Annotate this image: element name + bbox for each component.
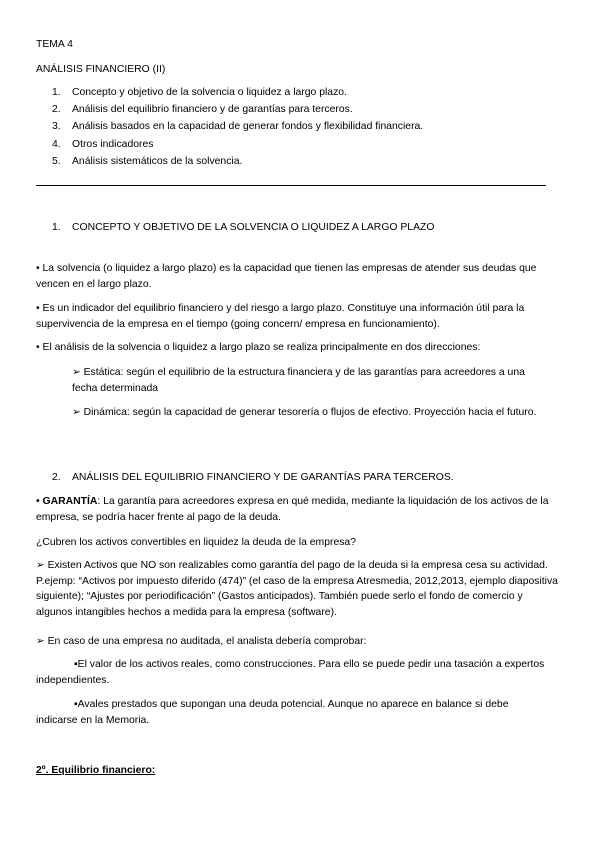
section2-heading: 2. ANÁLISIS DEL EQUILIBRIO FINANCIERO Y DE GARANTÍAS PARA TERCEROS.	[52, 472, 454, 483]
section1-sub-static: ➢ Estática: según el equilibrio de la estructura financiera y de las garantías para acreedores a una fecha determinada	[72, 367, 525, 394]
section1-bullet-1: • La solvencia (o liquidez a largo plazo) es la capacidad que tienen las empresas de atender sus deudas que vencen en el largo plazo.	[36, 263, 537, 290]
toc-item: 1. Concepto y objetivo de la solvencia o liquidez a largo plazo.	[52, 87, 347, 98]
topic-label: TEMA 4	[36, 39, 73, 50]
section2-point-1: ➢ Existen Activos que NO son realizables como garantía del pago de la deuda si la empresa cesa su actividad. P.ejemp: “Activos por impuesto diferido (474)” (el caso de la empresa Atresmedia, 2012,2013, ejemplo diapositiva siguiente); “Ajustes por periodificación” (Gastos anticipados). También puede serlo el fondo de comercio y algunos intangibles hechos a medida para la empresa (software).	[36, 560, 558, 618]
table-of-contents	[52, 84, 423, 170]
toc-item: 4. Otros indicadores	[52, 138, 154, 150]
section2-point-2: ➢ En caso de una empresa no auditada, el analista debería comprobar:	[36, 636, 367, 647]
section1-sub-dynamic: ➢ Dinámica: según la capacidad de generar tesorería o flujos de efectivo. Proyección hacia el futuro.	[72, 407, 537, 418]
toc-item: 5. Análisis sistemáticos de la solvencia.	[52, 155, 243, 167]
divider-line	[36, 185, 546, 186]
subheading-equilibrio: 2º. Equilibrio financiero:	[36, 765, 156, 776]
toc-item: 2. Análisis del equilibrio financiero y de garantías para terceros.	[52, 104, 353, 116]
toc-item: 3. Análisis basados en la capacidad de generar fondos y flexibilidad financiera.	[52, 121, 424, 133]
section2-question: ¿Cubren los activos convertibles en liquidez la deuda de la empresa?	[36, 537, 356, 548]
section1-bullet-2: • Es un indicador del equilibrio financiero y del riesgo a largo plazo. Constituye una información útil para la supervivencia de la empresa en el tiempo (going concern/ empresa en funcionamiento).	[36, 303, 525, 330]
section1-heading: 1. CONCEPTO Y OBJETIVO DE LA SOLVENCIA O LIQUIDEZ A LARGO PLAZO	[52, 222, 435, 233]
section2-check-1: ▪El valor de los activos reales, como construcciones. Para ello se puede pedir una tasación a expertos independientes.	[36, 659, 545, 686]
section2-garantia: • GARANTÍA: La garantía para acreedores expresa en qué medida, mediante la liquidación de los activos de la empresa, se podría hacer frente al pago de la deuda.	[36, 496, 549, 523]
document-title: ANÁLISIS FINANCIERO (II)	[36, 64, 166, 75]
section1-bullet-3: • El análisis de la solvencia o liquidez a largo plazo se realiza principalmente en dos direcciones:	[36, 342, 481, 353]
section2-check-2: ▪Avales prestados que supongan una deuda potencial. Aunque no aparece en balance si debe indicarse en la Memoria.	[36, 699, 509, 726]
